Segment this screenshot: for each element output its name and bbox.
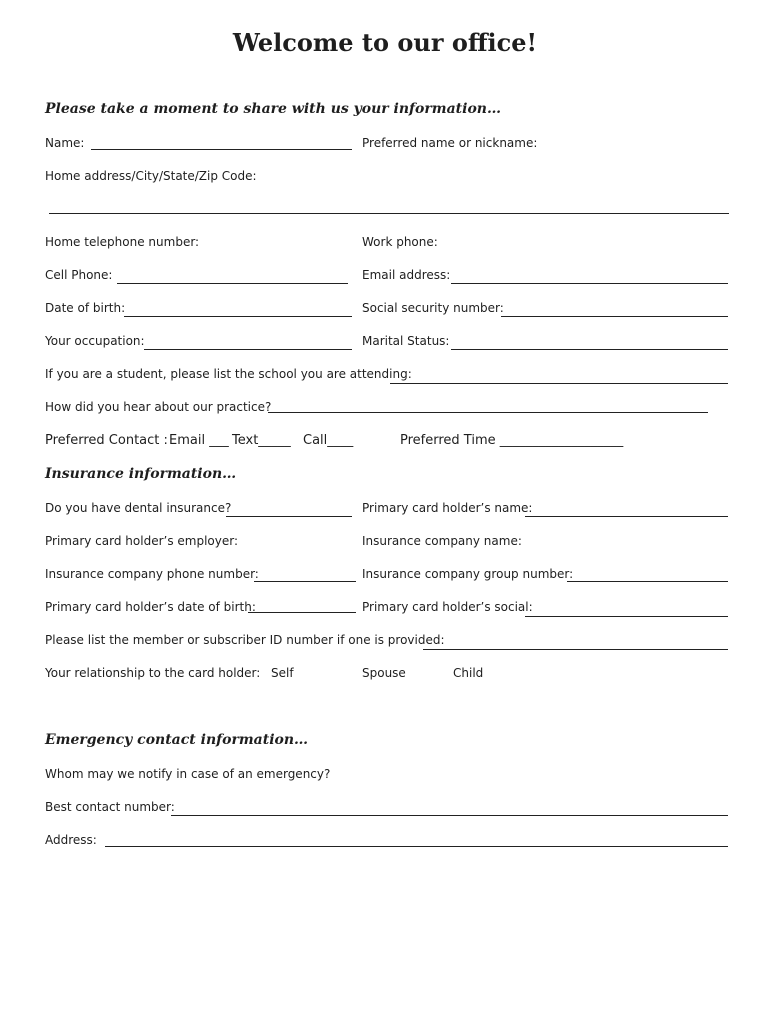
occupation-field[interactable] <box>144 349 352 350</box>
relationship-option-spouse[interactable]: Spouse <box>362 666 406 680</box>
best-contact-field[interactable] <box>171 815 728 816</box>
company-name-label: Insurance company name: <box>362 534 522 548</box>
student-label: If you are a student, please list the school you are attending: <box>45 367 412 381</box>
work-phone-label: Work phone: <box>362 235 438 249</box>
group-number-field[interactable] <box>567 581 728 582</box>
dental-insurance-label: Do you have dental insurance? <box>45 501 232 515</box>
member-id-label: Please list the member or subscriber ID number if one is provided: <box>45 633 445 647</box>
emergency-address-field[interactable] <box>105 846 728 847</box>
contact-email-option[interactable]: Email ___ <box>169 433 229 448</box>
emergency-notify-label: Whom may we notify in case of an emergency? <box>45 767 331 781</box>
company-phone-field[interactable] <box>254 581 356 582</box>
referral-label: How did you hear about our practice? <box>45 400 272 414</box>
occupation-label: Your occupation: <box>45 334 145 348</box>
address-label: Home address/City/State/Zip Code: <box>45 169 257 183</box>
insurance-heading: Insurance information… <box>45 466 237 482</box>
emergency-heading: Emergency contact information… <box>45 732 309 748</box>
best-contact-label: Best contact number: <box>45 800 175 814</box>
dob-field[interactable] <box>124 316 352 317</box>
marital-field[interactable] <box>451 349 728 350</box>
email-field[interactable] <box>451 283 728 284</box>
dob-label: Date of birth: <box>45 301 126 315</box>
home-phone-label: Home telephone number: <box>45 235 200 249</box>
intro-heading: Please take a moment to share with us your information… <box>45 101 501 117</box>
name-field[interactable] <box>91 149 352 150</box>
relationship-option-child[interactable]: Child <box>453 666 484 680</box>
preferred-contact-label: Preferred Contact : <box>45 433 168 448</box>
student-field[interactable] <box>390 383 728 384</box>
cell-phone-field[interactable] <box>117 283 348 284</box>
marital-label: Marital Status: <box>362 334 450 348</box>
holder-name-field[interactable] <box>525 516 728 517</box>
company-phone-label: Insurance company phone number: <box>45 567 259 581</box>
holder-social-label: Primary card holder’s social: <box>362 600 533 614</box>
dental-insurance-field[interactable] <box>226 516 352 517</box>
holder-employer-label: Primary card holder’s employer: <box>45 534 239 548</box>
referral-field[interactable] <box>268 412 708 413</box>
holder-dob-field[interactable] <box>248 612 356 613</box>
address-field[interactable] <box>49 213 729 214</box>
contact-call-option[interactable]: Call____ <box>303 433 354 448</box>
ssn-label: Social security number: <box>362 301 504 315</box>
contact-text-option[interactable]: Text_____ <box>232 433 291 448</box>
page-title: Welcome to our office! <box>232 28 538 57</box>
member-id-field[interactable] <box>423 649 728 650</box>
preferred-time-field[interactable]: Preferred Time ___________________ <box>400 433 624 448</box>
relationship-option-self[interactable]: Self <box>271 666 294 680</box>
cell-phone-label: Cell Phone: <box>45 268 113 282</box>
relationship-label: Your relationship to the card holder: <box>45 666 261 680</box>
group-number-label: Insurance company group number: <box>362 567 574 581</box>
emergency-address-label: Address: <box>45 833 97 847</box>
holder-dob-label: Primary card holder’s date of birth: <box>45 600 256 614</box>
holder-name-label: Primary card holder’s name: <box>362 501 533 515</box>
nickname-label: Preferred name or nickname: <box>362 136 538 150</box>
name-label: Name: <box>45 136 85 150</box>
ssn-field[interactable] <box>501 316 728 317</box>
email-label: Email address: <box>362 268 451 282</box>
holder-social-field[interactable] <box>525 616 728 617</box>
